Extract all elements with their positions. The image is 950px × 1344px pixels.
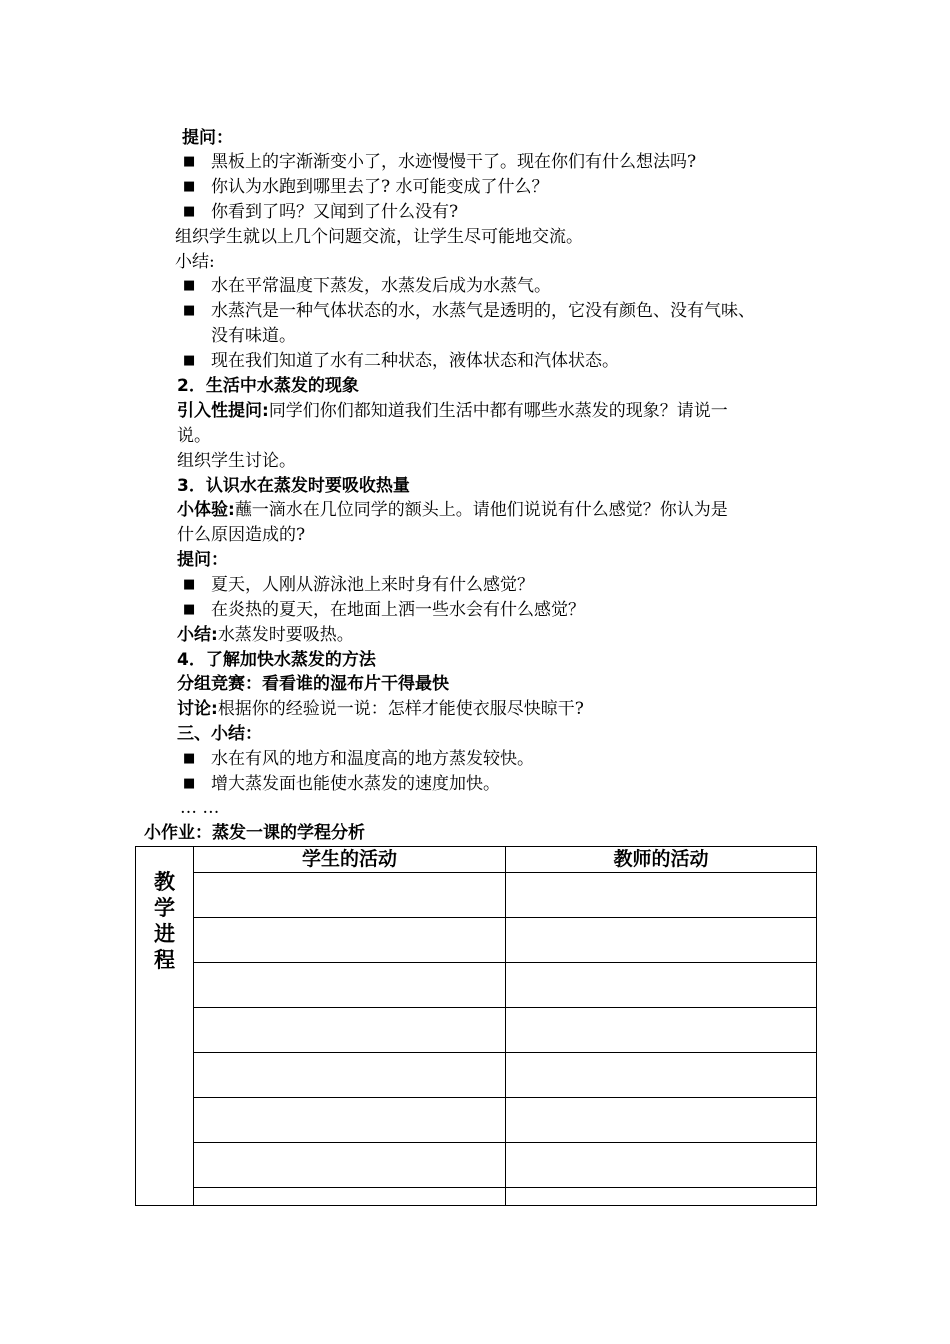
summary-item: 增大蒸发面也能使水蒸发的速度加快。 — [211, 774, 500, 794]
bullet-icon: ■ — [183, 353, 196, 368]
side-label — [136, 847, 194, 1206]
table-cell[interactable] — [194, 1053, 506, 1098]
summary-label: 小结: — [175, 252, 215, 272]
summary-item: 水在有风的地方和温度高的地方蒸发较快。 — [211, 749, 534, 769]
experience-text: 蘸一滴水在几位同学的额头上。请他们说说有什么感觉？你认为是 — [234, 500, 728, 520]
table-cell[interactable] — [194, 873, 506, 918]
table-cell[interactable] — [194, 1188, 506, 1206]
summary-item: 没有味道。 — [211, 326, 296, 346]
table-cell[interactable] — [194, 1143, 506, 1188]
contest-text: 分组竞赛：看看谁的湿布片干得最快 — [177, 674, 449, 694]
discuss-text: 根据你的经验说一说：怎样才能使衣服尽快晾干? — [217, 699, 584, 719]
table-cell[interactable] — [506, 918, 817, 963]
section-title: 3．认识水在蒸发时要吸收热量 — [177, 476, 410, 496]
table-cell[interactable] — [506, 1053, 817, 1098]
table-cell[interactable] — [506, 963, 817, 1008]
section-title: 4．了解加快水蒸发的方法 — [177, 650, 376, 670]
column-header-teacher: 教师的活动 — [506, 847, 817, 873]
bullet-icon: ■ — [183, 751, 196, 766]
table-cell[interactable] — [506, 1188, 817, 1206]
table-row — [136, 918, 817, 963]
organize-text: 组织学生就以上几个问题交流，让学生尽可能地交流。 — [175, 227, 583, 247]
table-row — [136, 1098, 817, 1143]
lead-question — [177, 399, 728, 423]
side-label-char: 进 — [154, 922, 175, 946]
table-cell[interactable] — [194, 1008, 506, 1053]
section-title: 三、小结： — [177, 724, 262, 744]
question-label: 提问： — [182, 128, 233, 148]
question-item: 夏天，人刚从游泳池上来时身有什么感觉？ — [211, 575, 534, 595]
discuss-label: 讨论: — [177, 699, 218, 719]
summary-text: 水蒸发时要吸热。 — [217, 625, 354, 645]
bullet-icon: ■ — [183, 602, 196, 617]
table-header-row — [136, 847, 817, 873]
table-cell[interactable] — [506, 1098, 817, 1143]
summary-item: 现在我们知道了水有二种状态，液体状态和汽体状态。 — [211, 351, 619, 371]
column-header-student: 学生的活动 — [194, 847, 506, 873]
ellipsis: … … — [180, 798, 220, 818]
homework-title: 小作业：蒸发一课的学程分析 — [144, 823, 365, 843]
table-row — [136, 963, 817, 1008]
summary-label: 小结: — [177, 625, 218, 645]
section-title: 2．生活中水蒸发的现象 — [177, 376, 359, 396]
bullet-icon: ■ — [183, 303, 196, 318]
bullet-icon: ■ — [183, 204, 196, 219]
question-item: 你认为水跑到哪里去了? 水可能变成了什么？ — [211, 177, 549, 197]
bullet-icon: ■ — [183, 577, 196, 592]
question-label: 提问： — [177, 550, 228, 570]
summary-item: 水在平常温度下蒸发，水蒸发后成为水蒸气。 — [211, 276, 551, 296]
lead-label: 引入性提问: — [177, 401, 269, 421]
lead-text: 同学们你们都知道我们生活中都有哪些水蒸发的现象？请说一 — [268, 401, 728, 421]
summary-item: 水蒸汽是一种气体状态的水，水蒸气是透明的，它没有颜色、没有气味、 — [211, 301, 755, 321]
organize-text: 组织学生讨论。 — [177, 451, 296, 471]
side-label-char: 程 — [154, 948, 175, 972]
table-row — [136, 873, 817, 918]
table-cell[interactable] — [506, 873, 817, 918]
bullet-icon: ■ — [183, 179, 196, 194]
discussion — [177, 697, 584, 721]
side-label-char: 教 — [154, 870, 175, 894]
table-row — [136, 1188, 817, 1206]
experience — [177, 498, 728, 522]
table-cell[interactable] — [194, 1098, 506, 1143]
question-item: 你看到了吗？又闻到了什么没有? — [211, 202, 459, 222]
bullet-icon: ■ — [183, 776, 196, 791]
summary — [177, 623, 354, 647]
side-label-char: 学 — [154, 896, 175, 920]
question-item: 在炎热的夏天，在地面上洒一些水会有什么感觉？ — [211, 600, 585, 620]
table-row — [136, 1143, 817, 1188]
bullet-icon: ■ — [183, 278, 196, 293]
experience-label: 小体验: — [177, 500, 235, 520]
table-cell[interactable] — [506, 1008, 817, 1053]
table-row — [136, 1008, 817, 1053]
lead-text-cont: 说。 — [177, 426, 211, 446]
table-cell[interactable] — [194, 963, 506, 1008]
table-cell[interactable] — [194, 918, 506, 963]
analysis-table — [135, 846, 817, 1206]
table-row — [136, 1053, 817, 1098]
bullet-icon: ■ — [183, 154, 196, 169]
table-cell[interactable] — [506, 1143, 817, 1188]
question-item: 黑板上的字渐渐变小了，水迹慢慢干了。现在你们有什么想法吗? — [211, 152, 697, 172]
experience-text-cont: 什么原因造成的? — [177, 525, 306, 545]
